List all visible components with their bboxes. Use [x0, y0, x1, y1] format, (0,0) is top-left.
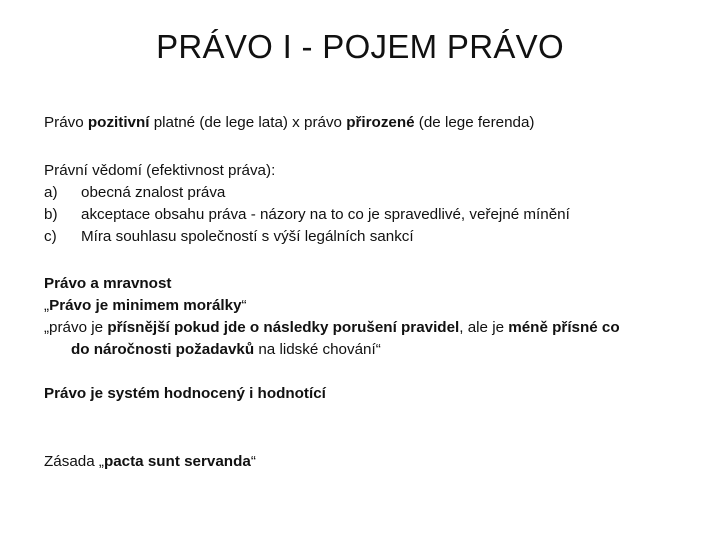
slide-title: PRÁVO I - POJEM PRÁVO — [156, 28, 564, 65]
list-item-text: akceptace obsahu práva - názory na to co je spravedlivé, veřejné mínění — [81, 206, 570, 223]
law-types-positive: pozitivní — [87, 114, 150, 131]
law-types-text-3: (de lege ferenda) — [414, 114, 535, 131]
list-item — [44, 204, 684, 226]
legal-awareness-block — [44, 160, 684, 248]
law-types-text-1: Právo — [44, 114, 88, 131]
list-marker: c) — [44, 228, 57, 245]
morality-quote-1 — [44, 295, 684, 317]
principle-bold: pacta sunt servanda — [103, 453, 251, 470]
principle-line — [44, 451, 684, 473]
morality-heading: Právo a mravnost — [44, 275, 172, 292]
list-item-text: obecná znalost práva — [81, 184, 226, 201]
list-item — [44, 226, 684, 248]
morality-quote-2 — [44, 317, 684, 339]
morality-block — [44, 273, 684, 361]
quote-bold: Právo je minimem morálky — [49, 297, 242, 314]
quote-bold-3: do náročnosti požadavků — [71, 341, 255, 358]
law-types-natural: přirozené — [346, 114, 415, 131]
quote-text-1: „právo je — [44, 319, 108, 336]
quote-close: “ — [241, 297, 247, 314]
morality-quote-2-continuation — [44, 339, 684, 361]
list-item — [44, 182, 684, 204]
law-types-line — [44, 112, 684, 134]
law-types-text-2: platné (de lege lata) x právo — [149, 114, 347, 131]
quote-bold-2: méně přísné co — [508, 319, 620, 336]
quote-text-2: , ale je — [459, 319, 509, 336]
principle-text-2: “ — [250, 453, 256, 470]
list-marker: a) — [44, 184, 58, 201]
list-marker: b) — [44, 206, 58, 223]
list-item-text: Míra souhlasu společností s výší legálních sankcí — [81, 228, 414, 245]
system-statement: Právo je systém hodnocený i hodnotící — [44, 385, 326, 402]
principle-text-1: Zásada „ — [44, 453, 104, 470]
legal-awareness-heading: Právní vědomí (efektivnost práva): — [44, 162, 276, 179]
quote-bold-1: přísnější pokud jde o následky porušení pravidel — [107, 319, 460, 336]
quote-open: „ — [44, 297, 50, 314]
quote-text-3: na lidské chování“ — [254, 341, 381, 358]
